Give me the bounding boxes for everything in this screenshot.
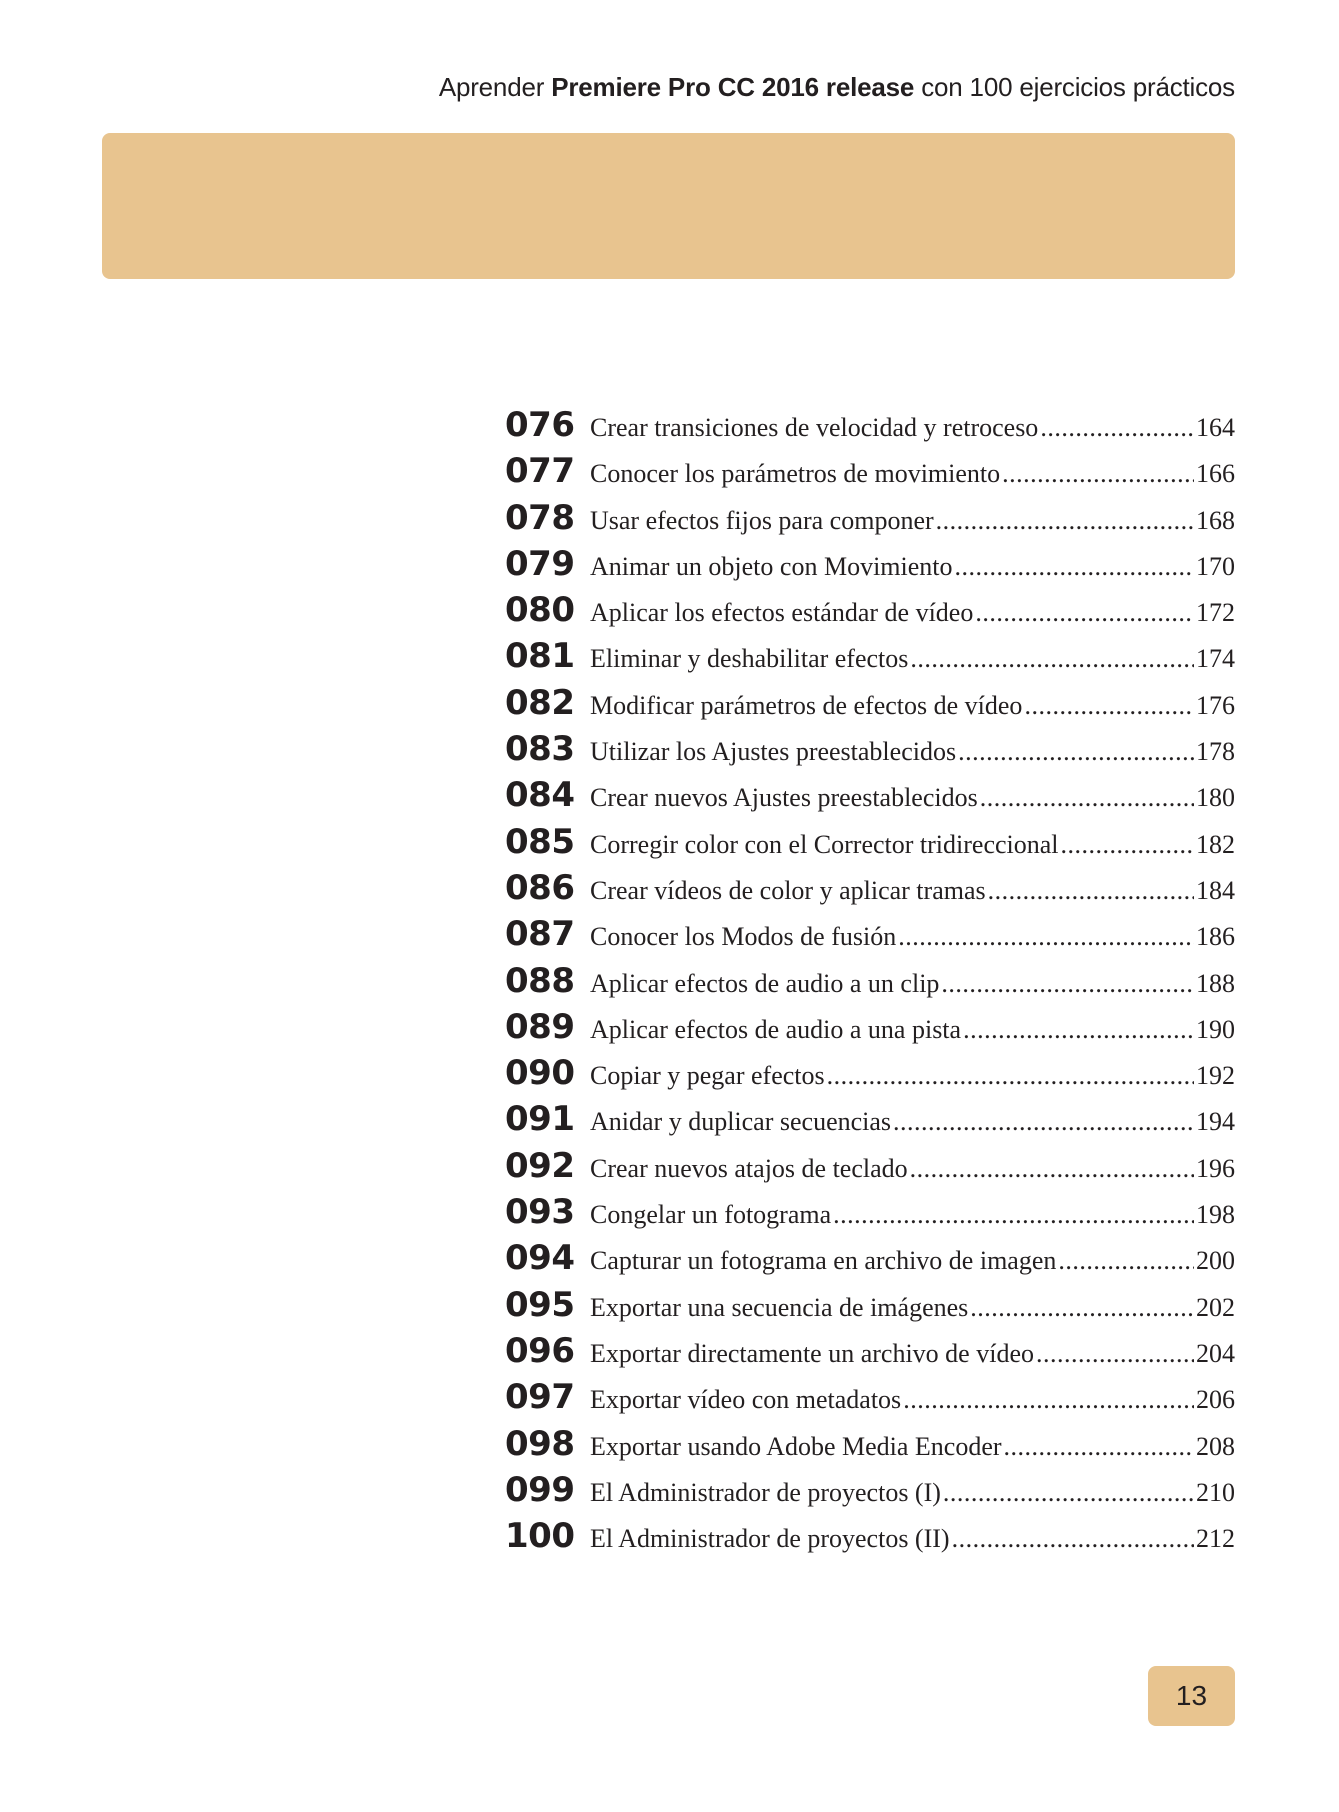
toc-entry-number: 081	[505, 636, 575, 677]
toc-dot-leader	[952, 1524, 1194, 1554]
toc-entry	[505, 1238, 1235, 1284]
toc-entry-title: Exportar usando Adobe Media Encoder	[590, 1431, 1002, 1461]
toc-dot-leader	[1040, 413, 1194, 443]
toc-entry-number: 089	[505, 1006, 575, 1047]
toc-entry-page: 172	[1196, 598, 1235, 628]
toc-entry-number: 083	[505, 729, 575, 770]
toc-entry-page: 190	[1196, 1014, 1235, 1044]
toc-entry-title: Copiar y pegar efectos	[590, 1061, 825, 1091]
toc-entry-title: Aplicar efectos de audio a un clip	[590, 968, 940, 998]
toc-entry-number: 100	[505, 1516, 575, 1557]
toc-dot-leader	[1058, 1246, 1194, 1276]
toc-entry	[505, 498, 1235, 544]
toc-entry	[505, 1099, 1235, 1145]
toc-entry-title: Corregir color con el Corrector tridireccional	[590, 829, 1059, 859]
toc-entry-number: 080	[505, 590, 575, 631]
table-of-contents	[505, 405, 1235, 1562]
toc-entry-number: 092	[505, 1145, 575, 1186]
toc-dot-leader	[893, 1107, 1194, 1137]
toc-entry-page: 196	[1196, 1153, 1235, 1183]
toc-entry-page: 182	[1196, 829, 1235, 859]
toc-entry-number: 082	[505, 682, 575, 723]
header-banner	[102, 133, 1235, 279]
toc-dot-leader	[1002, 459, 1194, 489]
toc-entry-title: Crear transiciones de velocidad y retroceso	[590, 413, 1039, 442]
toc-entry-page: 188	[1196, 968, 1235, 998]
toc-entry-page: 202	[1196, 1292, 1235, 1322]
toc-dot-leader	[941, 969, 1194, 999]
toc-entry-title: Anidar y duplicar secuencias	[590, 1107, 892, 1137]
toc-entry-title: Conocer los Modos de fusión	[590, 922, 897, 952]
toc-entry-number: 099	[505, 1469, 575, 1510]
toc-entry-page: 204	[1196, 1338, 1235, 1368]
toc-entry	[505, 1053, 1235, 1099]
toc-entry-title: Exportar vídeo con metadatos	[590, 1385, 902, 1415]
toc-dot-leader	[1024, 691, 1194, 721]
toc-entry-page: 184	[1196, 875, 1235, 905]
running-header	[439, 72, 1235, 103]
toc-entry-number: 090	[505, 1053, 575, 1094]
header-prefix: Aprender	[438, 72, 552, 102]
toc-entry	[505, 683, 1235, 729]
header-book-title: Premiere Pro CC 2016 release	[551, 72, 915, 102]
toc-dot-leader	[1004, 1432, 1194, 1462]
header-suffix: con 100 ejercicios prácticos	[914, 72, 1235, 102]
toc-entry-number: 078	[505, 497, 575, 538]
toc-entry	[505, 914, 1235, 960]
toc-entry-number: 077	[505, 451, 575, 492]
toc-dot-leader	[910, 1154, 1194, 1184]
toc-entry-page: 166	[1196, 459, 1235, 489]
toc-entry-title: Exportar una secuencia de imágenes	[590, 1292, 969, 1322]
toc-entry	[505, 1516, 1235, 1562]
toc-entry-page: 168	[1196, 505, 1235, 535]
toc-entry	[505, 405, 1235, 451]
toc-entry-page: 180	[1196, 783, 1235, 813]
toc-entry-number: 093	[505, 1192, 575, 1233]
toc-dot-leader	[1036, 1339, 1194, 1369]
toc-dot-leader	[958, 737, 1194, 767]
toc-dot-leader	[827, 1061, 1194, 1091]
toc-entry-title: Utilizar los Ajustes preestablecidos	[590, 737, 957, 767]
toc-entry-number: 098	[505, 1423, 575, 1464]
toc-entry-page: 186	[1196, 922, 1235, 952]
toc-entry-title: Animar un objeto con Movimiento	[590, 551, 953, 581]
toc-entry-title: El Administrador de proyectos (II)	[590, 1524, 950, 1554]
toc-entry-number: 086	[505, 867, 575, 908]
toc-entry-page: 210	[1196, 1477, 1235, 1507]
toc-entry-number: 094	[505, 1238, 575, 1279]
toc-entry-title: Crear nuevos Ajustes preestablecidos	[590, 783, 978, 813]
toc-entry-page: 206	[1196, 1385, 1235, 1415]
toc-entry	[505, 961, 1235, 1007]
toc-entry	[505, 1285, 1235, 1331]
toc-entry-number: 095	[505, 1284, 575, 1325]
toc-dot-leader	[1061, 830, 1194, 860]
toc-dot-leader	[955, 552, 1194, 582]
toc-entry	[505, 775, 1235, 821]
page-number: 13	[1175, 1680, 1208, 1711]
toc-dot-leader	[970, 1293, 1194, 1323]
toc-entry-title: Eliminar y deshabilitar efectos	[590, 644, 909, 674]
toc-entry	[505, 1007, 1235, 1053]
toc-entry-title: Congelar un fotograma	[590, 1200, 832, 1230]
toc-entry-page: 178	[1196, 737, 1235, 767]
toc-entry-page: 212	[1196, 1524, 1235, 1554]
toc-entry	[505, 1192, 1235, 1238]
toc-entry	[505, 729, 1235, 775]
toc-entry-number: 084	[505, 775, 575, 816]
toc-entry-page: 208	[1196, 1431, 1235, 1461]
toc-entry	[505, 1146, 1235, 1192]
toc-entry-title: El Administrador de proyectos (I)	[590, 1477, 941, 1507]
page-number-badge	[1148, 1666, 1235, 1726]
toc-dot-leader	[833, 1200, 1194, 1230]
toc-entry	[505, 1424, 1235, 1470]
toc-entry-number: 088	[505, 960, 575, 1001]
toc-entry-page: 164	[1196, 413, 1235, 442]
toc-entry-title: Usar efectos fijos para componer	[590, 505, 934, 535]
toc-entry-page: 192	[1196, 1061, 1235, 1091]
toc-entry-title: Exportar directamente un archivo de vídeo	[590, 1338, 1034, 1368]
toc-dot-leader	[963, 1015, 1194, 1045]
toc-entry	[505, 868, 1235, 914]
toc-entry-title: Aplicar efectos de audio a una pista	[590, 1014, 962, 1044]
toc-entry	[505, 636, 1235, 682]
toc-entry	[505, 1470, 1235, 1516]
toc-entry-number: 079	[505, 543, 575, 584]
toc-entry-title: Crear vídeos de color y aplicar tramas	[590, 875, 986, 905]
toc-entry-number: 076	[505, 405, 575, 445]
toc-entry-number: 097	[505, 1377, 575, 1418]
toc-entry-number: 091	[505, 1099, 575, 1140]
toc-entry	[505, 1377, 1235, 1423]
toc-entry-page: 194	[1196, 1107, 1235, 1137]
toc-entry-number: 087	[505, 914, 575, 955]
toc-entry-number: 096	[505, 1330, 575, 1371]
toc-entry-page: 200	[1196, 1246, 1235, 1276]
toc-entry-title: Conocer los parámetros de movimiento	[590, 459, 1001, 489]
toc-entry-page: 198	[1196, 1200, 1235, 1230]
toc-dot-leader	[988, 876, 1194, 906]
toc-entry	[505, 451, 1235, 497]
toc-entry-title: Crear nuevos atajos de teclado	[590, 1153, 908, 1183]
toc-entry-number: 085	[505, 821, 575, 862]
toc-entry-title: Modificar parámetros de efectos de vídeo	[590, 690, 1023, 720]
toc-entry-page: 174	[1196, 644, 1235, 674]
toc-dot-leader	[936, 506, 1194, 536]
toc-dot-leader	[910, 644, 1194, 674]
toc-entry	[505, 1331, 1235, 1377]
toc-entry-title: Aplicar los efectos estándar de vídeo	[590, 598, 974, 628]
toc-entry-page: 170	[1196, 551, 1235, 581]
toc-entry-page: 176	[1196, 690, 1235, 720]
toc-dot-leader	[898, 922, 1194, 952]
toc-dot-leader	[975, 598, 1194, 628]
toc-entry	[505, 590, 1235, 636]
toc-entry	[505, 544, 1235, 590]
toc-entry	[505, 822, 1235, 868]
toc-dot-leader	[903, 1385, 1194, 1415]
toc-dot-leader	[980, 783, 1194, 813]
toc-entry-title: Capturar un fotograma en archivo de imagen	[590, 1246, 1057, 1276]
toc-dot-leader	[943, 1478, 1194, 1508]
